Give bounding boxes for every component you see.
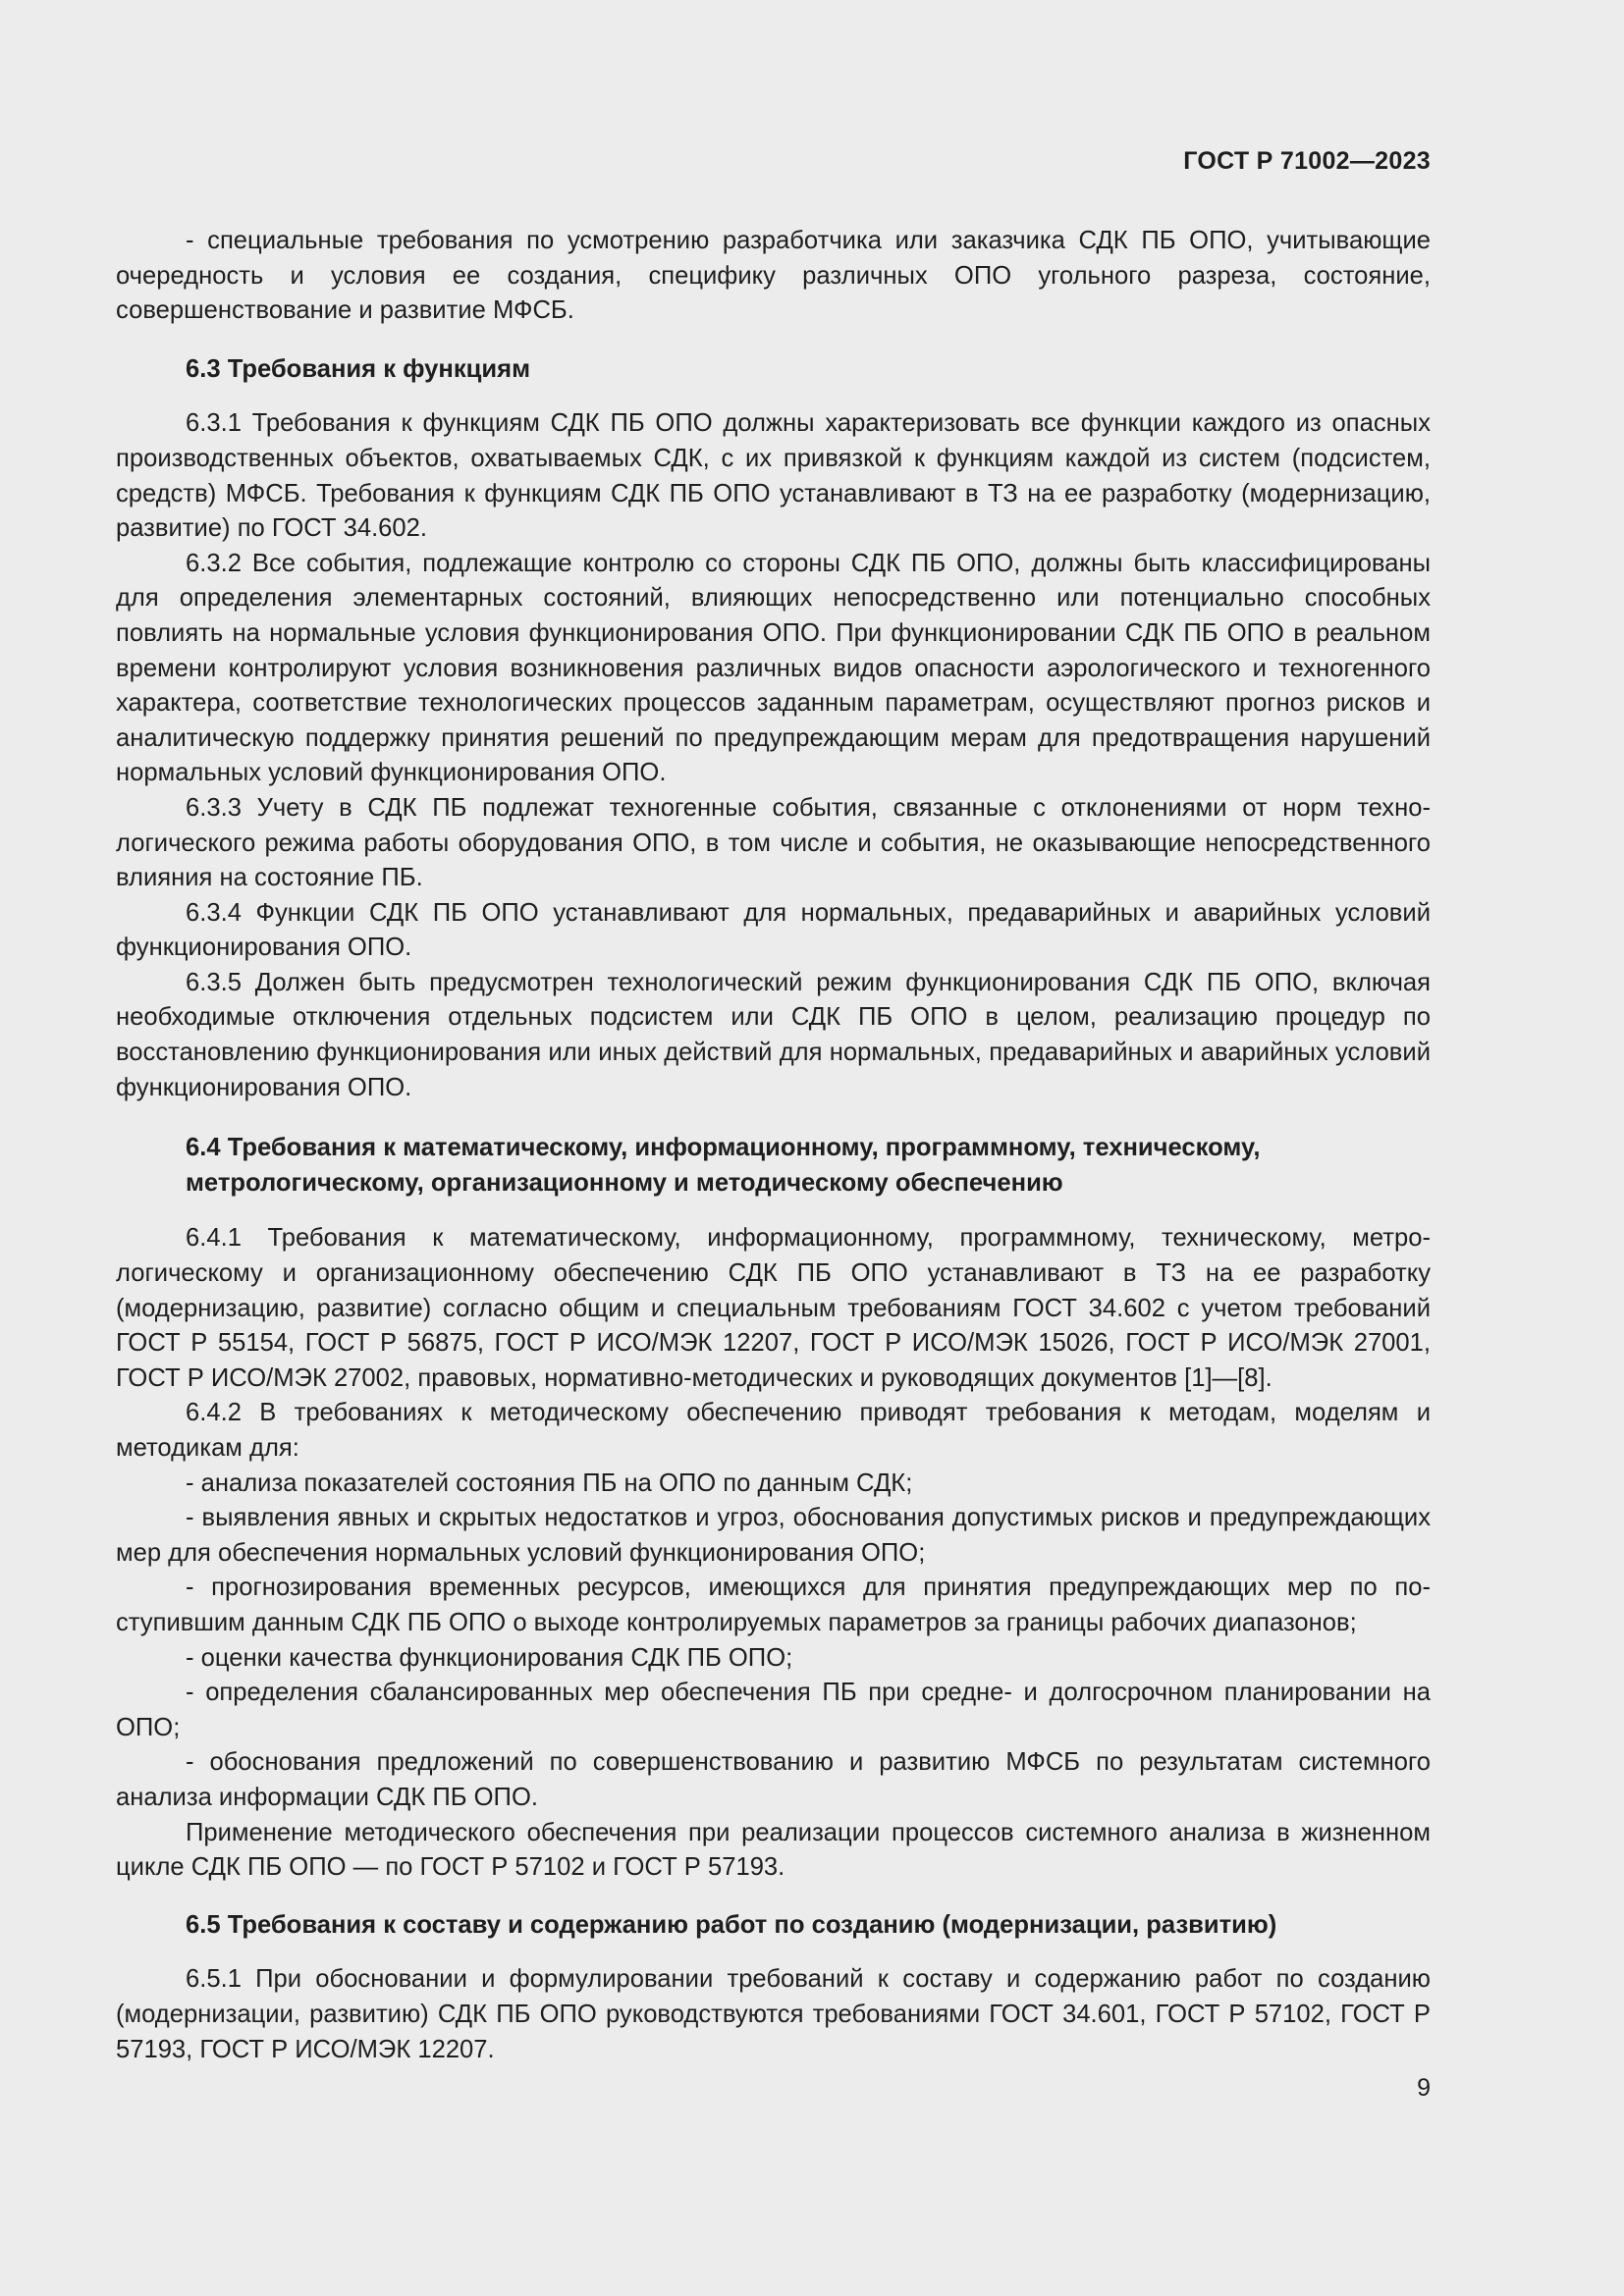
list-item: - прогнозирования временных ресурсов, имеющихся для принятия предупреждающих мер по поступившим данным СДК ПБ ОПО о выходе контролируемых параметров за границы рабочих диапазонов; — [116, 1574, 1431, 1636]
section-heading-6-5: 6.5 Требования к составу и содержанию работ по созданию (модернизации, развитию) — [186, 1910, 1277, 1939]
list-item: - оценки качества функционирования СДК ПБ ОПО; — [186, 1643, 793, 1672]
paragraph-6-3-1: 6.3.1 Требования к функциям СДК ПБ ОПО должны характеризовать все функции каждого из опасных производственных объектов, охватываемых СДК, с их привязкой к функциям каждой из систем (подсистем, средств) МФСБ. Требования к функциям СДК ПБ ОПО устанавливают в ТЗ на ее разработку (модернизацию, развитие) по ГОСТ 34.602. — [116, 409, 1431, 543]
document-code-header: ГОСТ Р 71002—2023 — [1183, 147, 1431, 175]
paragraph-6-4-2: 6.4.2 В требованиях к методическому обеспечению приводят требования к методам, моделям и методикам для: — [116, 1399, 1431, 1462]
paragraph-special-requirements: - специальные требования по усмотрению разработчика или заказчика СДК ПБ ОПО, учитывающие очередность и условия ее создания, специфику различных ОПО угольного разреза, состояние, совершенствование и развитие МФСБ. — [116, 227, 1431, 325]
paragraph-methodology-application: Применение методического обеспечения при реализации процессов системного анализа в жизненном цикле СДК ПБ ОПО — по ГОСТ Р 57102 и ГОСТ Р 57193. — [116, 1818, 1431, 1882]
paragraph-6-3-3: 6.3.3 Учету в СДК ПБ подлежат техногенные события, связанные с отклонениями от норм технологического режима работы оборудования ОПО, в том числе и события, не оказывающие непосредственного влияния на состояние ПБ. — [116, 793, 1431, 892]
paragraph-6-4-1: 6.4.1 Требования к математическому, информационному, программному, техническому, метрологическому и организационному обеспечению СДК ПБ ОПО устанавливают в ТЗ на ее разработку (модернизацию, развитие) согласно общим и специальным требованиям ГОСТ 34.602 с учетом требований ГОСТ Р 55154, ГОСТ Р 56875, ГОСТ Р ИСО/МЭК 12207, ГОСТ Р ИСО/МЭК 15026, ГОСТ Р ИСО/МЭК 27001, ГОСТ Р ИСО/МЭК 27002, правовых, нормативно-методических и руководящих документов [1]—[8]. — [116, 1224, 1431, 1392]
paragraph-6-3-4: 6.3.4 Функции СДК ПБ ОПО устанавливают для нормальных, предаварийных и аварийных условий функционирования ОПО. — [116, 898, 1431, 962]
paragraph-6-3-5: 6.3.5 Должен быть предусмотрен технологический режим функционирования СДК ПБ ОПО, включая необходимые отключения отдельных подсистем или СДК ПБ ОПО в целом, реализацию процедур по восстановлению функционирования или иных действий для нормальных, предаварийных и аварийных условий функционирования ОПО. — [116, 968, 1431, 1101]
paragraph-6-5-1: 6.5.1 При обосновании и формулировании требований к составу и содержанию работ по созданию (модернизации, развитию) СДК ПБ ОПО руководствуются требованиями ГОСТ 34.601, ГОСТ Р 57102, ГОСТ Р 57193, ГОСТ Р ИСО/МЭК 12207. — [116, 1965, 1431, 2063]
list-item: - выявления явных и скрытых недостатков и угроз, обоснования допустимых рисков и предупреждающих мер для обеспечения нормальных условий функционирования ОПО; — [116, 1504, 1431, 1567]
list-item: - обоснования предложений по совершенствованию и развитию МФСБ по результатам системного анализа информации СДК ПБ ОПО. — [116, 1748, 1431, 1811]
section-heading-6-3: 6.3 Требования к функциям — [186, 354, 531, 383]
list-item: - определения сбалансированных мер обеспечения ПБ при средне- и долгосрочном планировании на ОПО; — [116, 1679, 1431, 1741]
document-body — [116, 224, 1431, 2067]
page-number: 9 — [1417, 2074, 1431, 2102]
list-item: - анализа показателей состояния ПБ на ОПО по данным СДК; — [186, 1468, 913, 1497]
paragraph-6-3-2: 6.3.2 Все события, подлежащие контролю со стороны СДК ПБ ОПО, должны быть классифицированы для определения элементарных состояний, влияющих непосредственно или потенциально способных повлиять на нормальные условия функционирования ОПО. При функционировании СДК ПБ ОПО в реальном времени контролируют условия возникновения различных видов опасности аэрологического и техногенного характера, соответствие технологических процессов заданным параметрам, осуществляют прогноз рисков и аналитическую поддержку принятия решений по предупреждающим мерам для предотвращения нарушений нормальных условий функционирования ОПО. — [116, 549, 1431, 787]
section-heading-6-4: 6.4 Требования к математическому, информационному, программному, техническому, метрологическому, организационному и методическому обеспечению — [186, 1134, 1261, 1197]
